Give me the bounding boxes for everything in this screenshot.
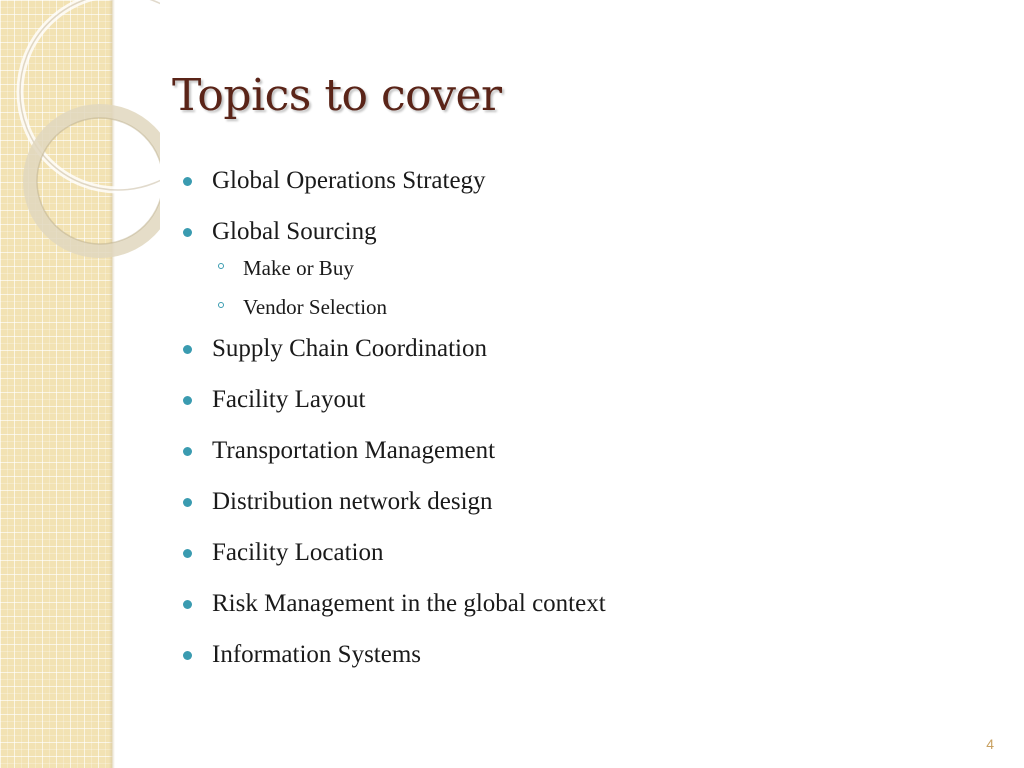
subtopic-item <box>212 254 980 282</box>
bullet-dot-icon <box>183 498 192 507</box>
topic-label: Transportation Management <box>212 437 496 464</box>
bullet-dot-icon <box>183 447 192 456</box>
bullet-dot-icon <box>183 600 192 609</box>
topic-label: Facility Layout <box>212 386 366 413</box>
bullet-dot-icon <box>183 396 192 405</box>
decorative-rings-graphic <box>0 0 160 260</box>
topic-label: Global Operations Strategy <box>212 167 486 194</box>
topic-label: Global Sourcing <box>212 218 377 245</box>
subtopic-list <box>212 254 980 321</box>
topic-item <box>180 485 980 519</box>
topic-item <box>180 434 980 468</box>
topic-item <box>180 383 980 417</box>
slide-title: Topics to cover <box>172 70 502 121</box>
subtopic-label: Vendor Selection <box>243 295 388 319</box>
bullet-dot-icon <box>183 177 192 186</box>
topic-label: Risk Management in the global context <box>212 590 606 617</box>
bullet-dot-icon <box>183 651 192 660</box>
topic-item <box>180 332 980 366</box>
bullet-dot-icon <box>183 345 192 354</box>
topic-label: Facility Location <box>212 539 384 566</box>
topic-label: Supply Chain Coordination <box>212 335 487 362</box>
topic-item <box>180 215 980 321</box>
topic-item <box>180 638 980 672</box>
topic-label: Information Systems <box>212 641 422 668</box>
subtopic-item <box>212 293 980 321</box>
topics-bullet-list <box>180 164 980 689</box>
topic-item <box>180 536 980 570</box>
slide-page-number: 4 <box>986 736 994 752</box>
bullet-dot-icon <box>183 549 192 558</box>
large-ring-shape <box>20 0 160 190</box>
bullet-dot-icon <box>183 228 192 237</box>
topic-item <box>180 587 980 621</box>
bullet-ring-icon <box>218 302 224 308</box>
bullet-ring-icon <box>218 263 224 269</box>
topic-item <box>180 164 980 198</box>
subtopic-label: Make or Buy <box>243 256 354 280</box>
topic-label: Distribution network design <box>212 488 493 515</box>
